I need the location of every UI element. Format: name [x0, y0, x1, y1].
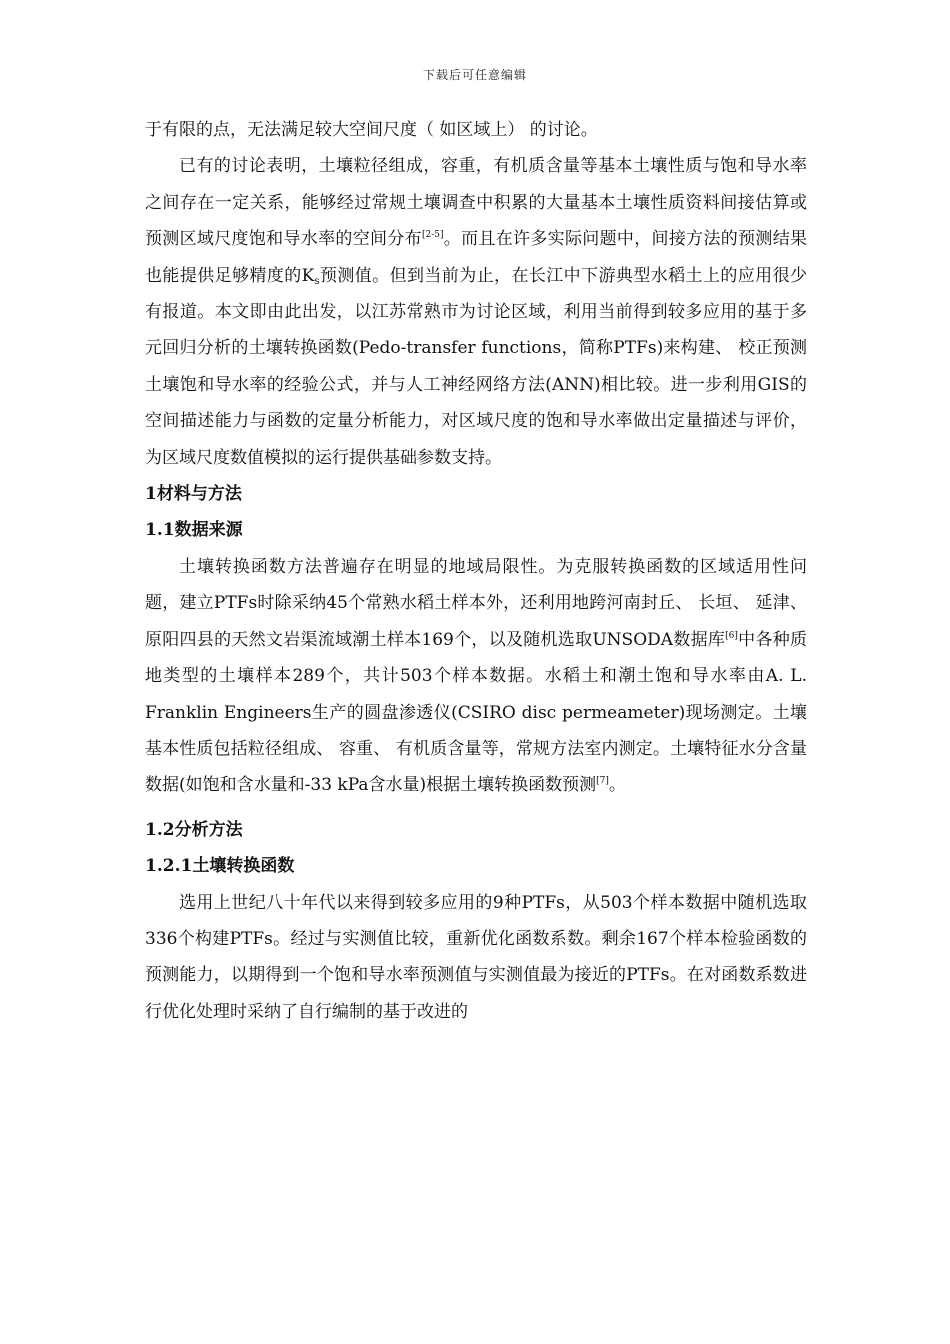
- paragraph-text: 中各种质地类型的土壤样本289个，共计503个样本数据。水稻土和潮土饱和导水率由A. L. Franklin Engineers生产的圆盘渗透仪(CSIRO disc permeameter)现场测定。土壤基本性质包括粒径组成、 容重、 有机质含量等，常规方法室内测定。土壤特征水分含量数据(如饱和含水量和-33 kPa含水量)根据土壤转换函数预测: [145, 629, 808, 796]
- header-note: 下载后可任意编辑: [422, 68, 527, 82]
- section-heading: 1材料与方法: [145, 484, 242, 505]
- document-body: [145, 112, 807, 1030]
- subsection-heading: 1.2分析方法: [145, 819, 243, 840]
- paragraph-text: 已有的讨论表明，土壤粒径组成，容重，有机质含量等基本土壤性质与饱和导水率之间存在一定关系，能够经过常规土壤调查中积累的大量基本土壤性质资料间接估算或预测区域尺度饱和导水率的空间分布: [145, 156, 807, 250]
- paragraph-text: 预测值。但到当前为止，在长江中下游典型水稻土上的应用很少有报道。本文即由此出发，以江苏常熟市为讨论区域，利用当前得到较多应用的基于多元回归分析的土壤转换函数(Pedo-transfer functions，简称PTFs)来构建、 校正预测土壤饱和导水率的经验公式，并与人工神经网络方法(ANN)相比较。进一步利用GIS的空间描述能力与函数的定量分析能力，对区域尺度的饱和导水率做出定量描述与评价，为区域尺度数值模拟的运行提供基础参数支持。: [145, 265, 807, 468]
- paragraph-ptf: 选用上世纪八十年代以来得到较多应用的9种PTFs，从503个样本数据中随机选取336个构建PTFs。经过与实测值比较，重新优化函数系数。剩余167个样本检验函数的预测能力，以期得到一个饱和导水率预测值与实测值最为接近的PTFs。在对函数系数进行优化处理时采纳了自行编制的基于改进的: [145, 892, 807, 1022]
- paragraph-continued: 于有限的点，无法满足较大空间尺度（ 如区域上） 的讨论。: [145, 120, 598, 140]
- citation-ref: [7]: [596, 776, 609, 787]
- paragraph-text: 。: [608, 775, 626, 796]
- paragraph-introduction: [145, 148, 807, 476]
- subscript: s: [314, 275, 320, 287]
- paragraph-text: 。而且在许多实际问题中，间接方法的预测结果也能提供足够精度的K: [145, 229, 808, 286]
- subsection-heading: 1.1数据来源: [145, 520, 243, 541]
- citation-ref: [6]: [725, 630, 738, 641]
- subsubsection-heading: 1.2.1土壤转换函数: [145, 856, 295, 877]
- paragraph-text: 土壤转换函数方法普遍存在明显的地域局限性。为克服转换函数的区域适用性问题，建立PTFs时除采纳45个常熟水稻土样本外，还利用地跨河南封丘、 长垣、 延津、 原阳四县的天然文岩渠流域潮土样本169个，以及随机选取UNSODA数据库: [145, 556, 807, 650]
- citation-ref: [2-5]: [421, 230, 444, 241]
- paragraph-data-source: [145, 549, 807, 804]
